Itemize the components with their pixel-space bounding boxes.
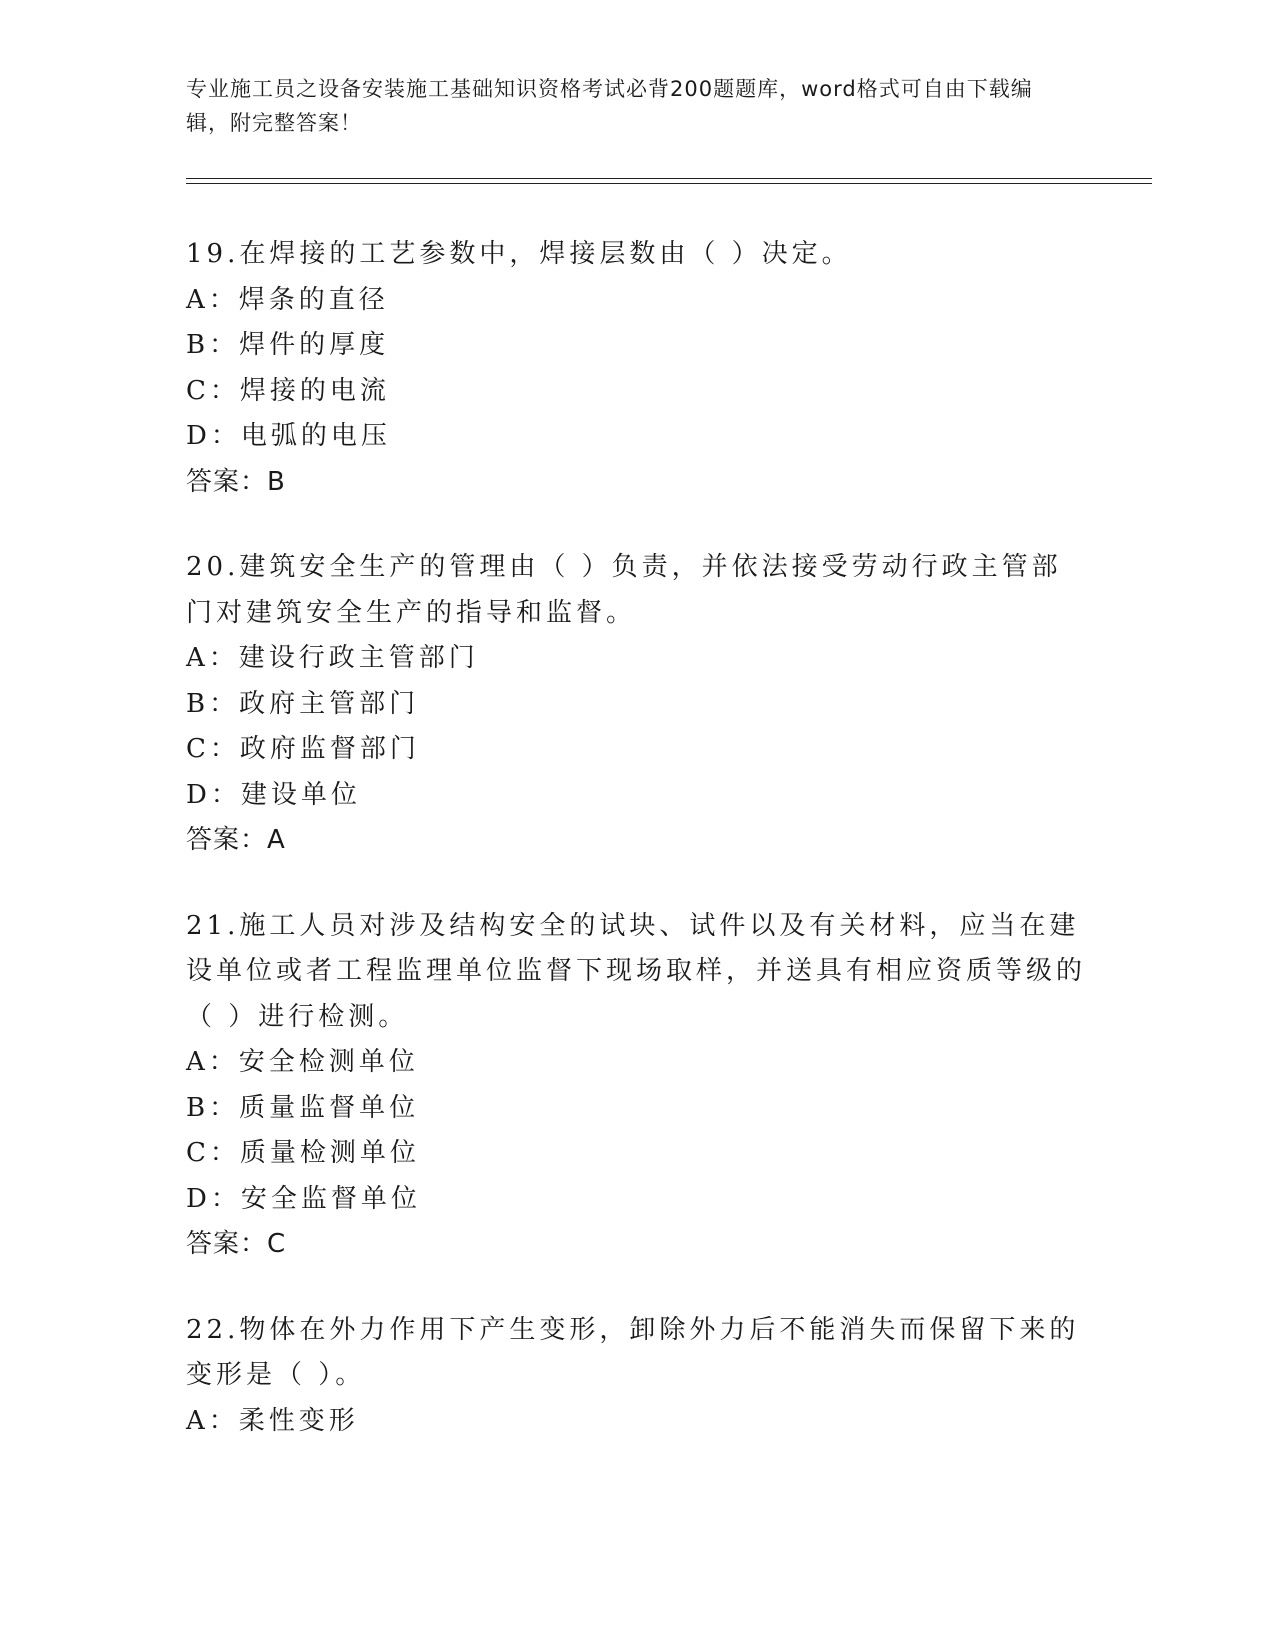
option-d: D：电弧的电压 bbox=[186, 421, 391, 451]
question-19 bbox=[186, 232, 1086, 505]
option-b: B：质量监督单位 bbox=[186, 1092, 420, 1123]
option-d: D：建设单位 bbox=[186, 779, 361, 810]
option-a: A：建设行政主管部门 bbox=[186, 643, 479, 673]
option-a: A：安全检测单位 bbox=[186, 1047, 419, 1077]
option-a: A：柔性变形 bbox=[186, 1405, 359, 1436]
header-divider-top bbox=[186, 178, 1152, 179]
question-stem: 20.建筑安全生产的管理由（ ）负责，并依法接受劳动行政主管部门对建筑安全生产的指导和监督。 bbox=[186, 552, 1062, 628]
option-c: C：政府监督部门 bbox=[186, 734, 420, 764]
answer-label: 答案： bbox=[186, 825, 268, 855]
answer-label: 答案： bbox=[186, 1229, 268, 1259]
answer-line bbox=[186, 1222, 1086, 1268]
answer-label: 答案： bbox=[186, 466, 268, 497]
header-divider-bottom bbox=[186, 183, 1152, 184]
question-21 bbox=[186, 904, 1086, 1268]
option-b: B：焊件的厚度 bbox=[186, 330, 390, 360]
question-list bbox=[186, 232, 1086, 1484]
answer-value: B bbox=[267, 466, 286, 497]
option-b: B：政府主管部门 bbox=[186, 688, 420, 719]
option-d: D：安全监督单位 bbox=[186, 1183, 421, 1214]
question-stem: 21.施工人员对涉及结构安全的试块、试件以及有关材料，应当在建设单位或者工程监理单位监督下现场取样，并送具有相应资质等级的（ ）进行检测。 bbox=[186, 910, 1087, 1032]
answer-line bbox=[186, 460, 1086, 506]
option-c: C：质量检测单位 bbox=[186, 1138, 420, 1168]
header-title: 专业施工员之设备安装施工基础知识资格考试必背200题题库，word格式可自由下载编辑，附完整答案！ bbox=[186, 77, 1033, 135]
answer-value: C bbox=[267, 1229, 287, 1259]
option-c: C：焊接的电流 bbox=[186, 375, 390, 406]
option-a: A：焊条的直径 bbox=[186, 284, 389, 315]
question-stem: 19.在焊接的工艺参数中，焊接层数由（ ）决定。 bbox=[186, 239, 852, 269]
document-header bbox=[186, 72, 1066, 140]
answer-line bbox=[186, 818, 1086, 864]
question-22 bbox=[186, 1308, 1086, 1445]
question-stem: 22.物体在外力作用下产生变形，卸除外力后不能消失而保留下来的变形是（ ）。 bbox=[186, 1314, 1080, 1390]
question-20 bbox=[186, 545, 1086, 864]
answer-value: A bbox=[267, 825, 286, 855]
